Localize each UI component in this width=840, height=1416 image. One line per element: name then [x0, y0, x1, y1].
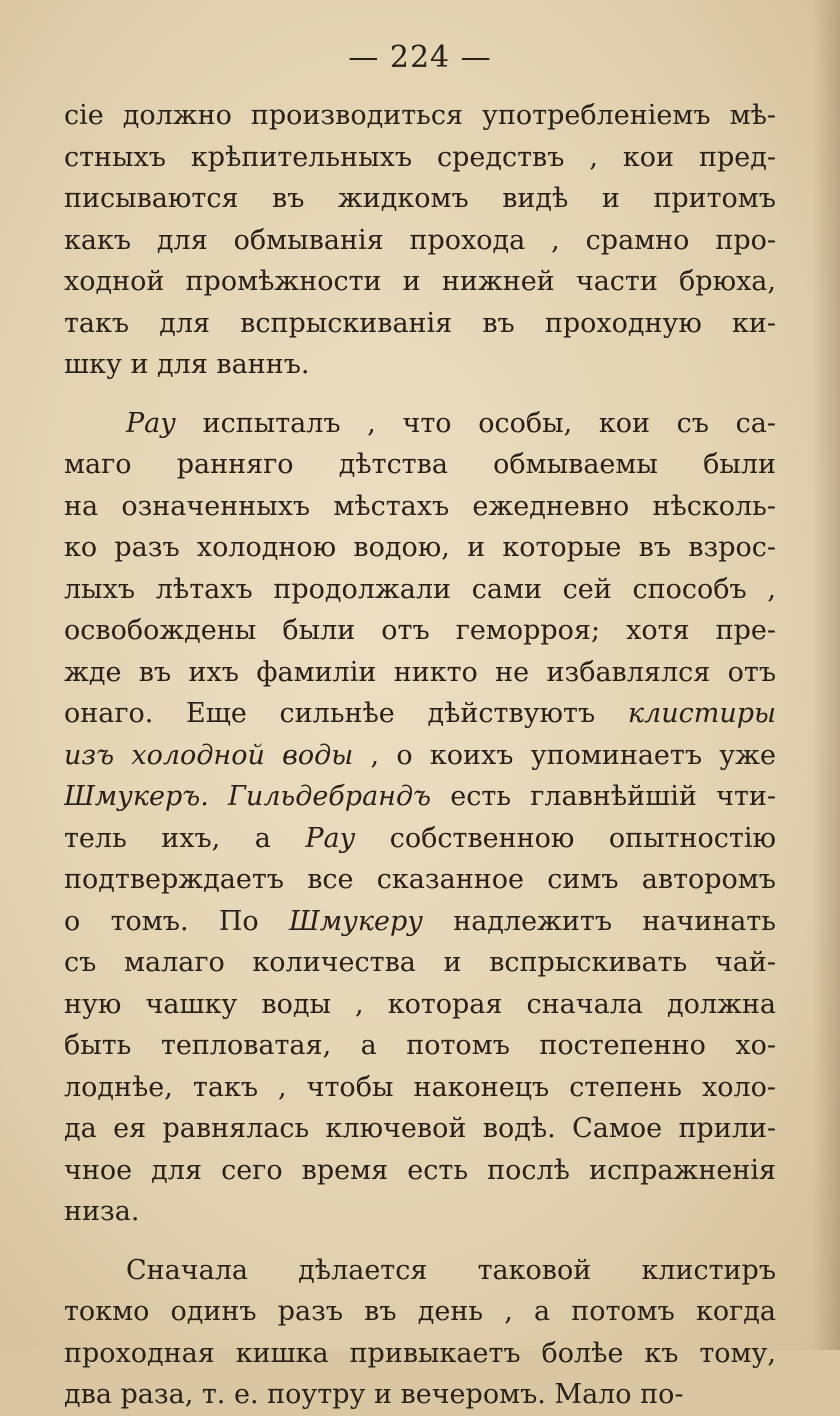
text-line	[64, 1333, 776, 1375]
text-line	[64, 735, 776, 777]
text-segment: ную чашку воды , которая сначала должна	[64, 988, 776, 1020]
text-segment: есть главнѣйшій чти-	[431, 781, 776, 812]
italic-text-segment: Рау	[126, 407, 176, 439]
page-body-text	[64, 95, 776, 1416]
text-line	[64, 984, 776, 1026]
text-segment: съ малаго количества и вспрыскивать чай-	[64, 947, 776, 978]
text-line	[64, 137, 776, 179]
text-line	[64, 569, 776, 611]
text-line	[64, 1067, 776, 1109]
text-line	[64, 527, 776, 569]
italic-text-segment: Шмукеръ. Гильдебрандъ	[64, 781, 432, 812]
text-line	[64, 403, 776, 445]
text-line	[64, 95, 776, 137]
text-segment: маго ранняго дѣтства обмываемы были	[64, 449, 776, 480]
text-segment: лыхъ лѣтахъ продолжали сами сей способъ ,	[64, 573, 776, 605]
paragraph-gap	[64, 1233, 776, 1250]
text-line	[64, 1250, 776, 1292]
text-segment: надлежитъ начинать	[422, 905, 776, 937]
text-segment: Сначала дѣлается таковой клистиръ	[126, 1254, 776, 1286]
text-line	[64, 1025, 776, 1067]
text-segment: токмо одинъ разъ въ день , а потомъ когда	[64, 1296, 776, 1327]
text-segment: освобождены были отъ геморроя; хотя пре-	[64, 615, 776, 646]
text-segment: какъ для обмыванія прохода , срамно про-	[64, 224, 776, 256]
text-line	[64, 693, 776, 735]
text-line	[64, 178, 776, 220]
text-segment: такъ для вспрыскиванія въ проходную ки-	[64, 307, 776, 339]
text-line	[64, 610, 776, 652]
text-line	[64, 1291, 776, 1333]
text-line	[64, 344, 776, 386]
text-segment: жде въ ихъ фамиліи никто не избавлялся отъ	[64, 656, 776, 688]
text-segment: тель ихъ, а	[64, 822, 306, 854]
text-line	[64, 444, 776, 486]
text-line	[64, 220, 776, 262]
text-segment: чное для сего время есть послѣ испражненія	[64, 1154, 776, 1186]
text-line	[64, 901, 776, 943]
text-segment: быть тепловатая, а потомъ постепенно хо-	[64, 1030, 776, 1061]
page-number: — 224 —	[348, 40, 492, 75]
text-segment: лоднѣе, такъ , чтобы наконецъ степень холо-	[64, 1071, 776, 1103]
paragraph-gap	[64, 386, 776, 403]
text-segment: на означенныхъ мѣстахъ ежедневно нѣсколь-	[64, 490, 776, 522]
text-segment: шку и для ваннъ.	[64, 349, 310, 380]
text-segment: писываются въ жидкомъ видѣ и притомъ	[64, 183, 776, 214]
text-segment: о томъ. По	[64, 905, 289, 937]
italic-text-segment: Рау	[305, 822, 356, 854]
text-segment: проходная кишка привыкаетъ болѣе къ тому,	[64, 1337, 776, 1369]
text-line	[64, 303, 776, 345]
italic-text-segment: клистиры	[627, 698, 776, 729]
text-segment: низа.	[64, 1196, 140, 1227]
text-segment: подтверждаетъ все сказанное симъ авторомъ	[64, 864, 776, 895]
text-line	[64, 1150, 776, 1192]
text-segment: онаго. Еще сильнѣе дѣйствуютъ	[64, 698, 628, 729]
italic-text-segment: изъ холодной воды	[64, 739, 354, 771]
text-line	[64, 1191, 776, 1233]
text-segment: , о коихъ упоминаетъ уже	[353, 739, 776, 771]
text-line	[64, 261, 776, 303]
text-segment: ко разъ холодною водою, и которые въ взрос-	[64, 532, 776, 563]
text-segment: испыталъ , что особы, кои съ са-	[175, 407, 776, 439]
text-segment: да ея равнялась ключевой водѣ. Самое прили-	[64, 1113, 776, 1144]
text-segment: стныхъ крѣпительныхъ средствъ , кои пред-	[64, 141, 776, 173]
text-segment: ходной промѣжности и нижней части брюха,	[64, 266, 776, 297]
text-line	[64, 942, 776, 984]
text-segment: сіе должно производиться употребленіемъ мѣ-	[64, 100, 776, 131]
text-line	[64, 1108, 776, 1150]
text-line	[64, 776, 776, 818]
text-segment: два раза, т. е. поутру и вечеромъ. Мало по-	[64, 1379, 684, 1410]
italic-text-segment: Шмукеру	[288, 905, 423, 937]
text-line	[64, 1374, 776, 1416]
text-segment: собственною опытностію	[355, 822, 776, 854]
text-line	[64, 652, 776, 694]
text-line	[64, 818, 776, 860]
page-edge-shadow	[812, 0, 840, 1350]
text-line	[64, 859, 776, 901]
text-line	[64, 486, 776, 528]
